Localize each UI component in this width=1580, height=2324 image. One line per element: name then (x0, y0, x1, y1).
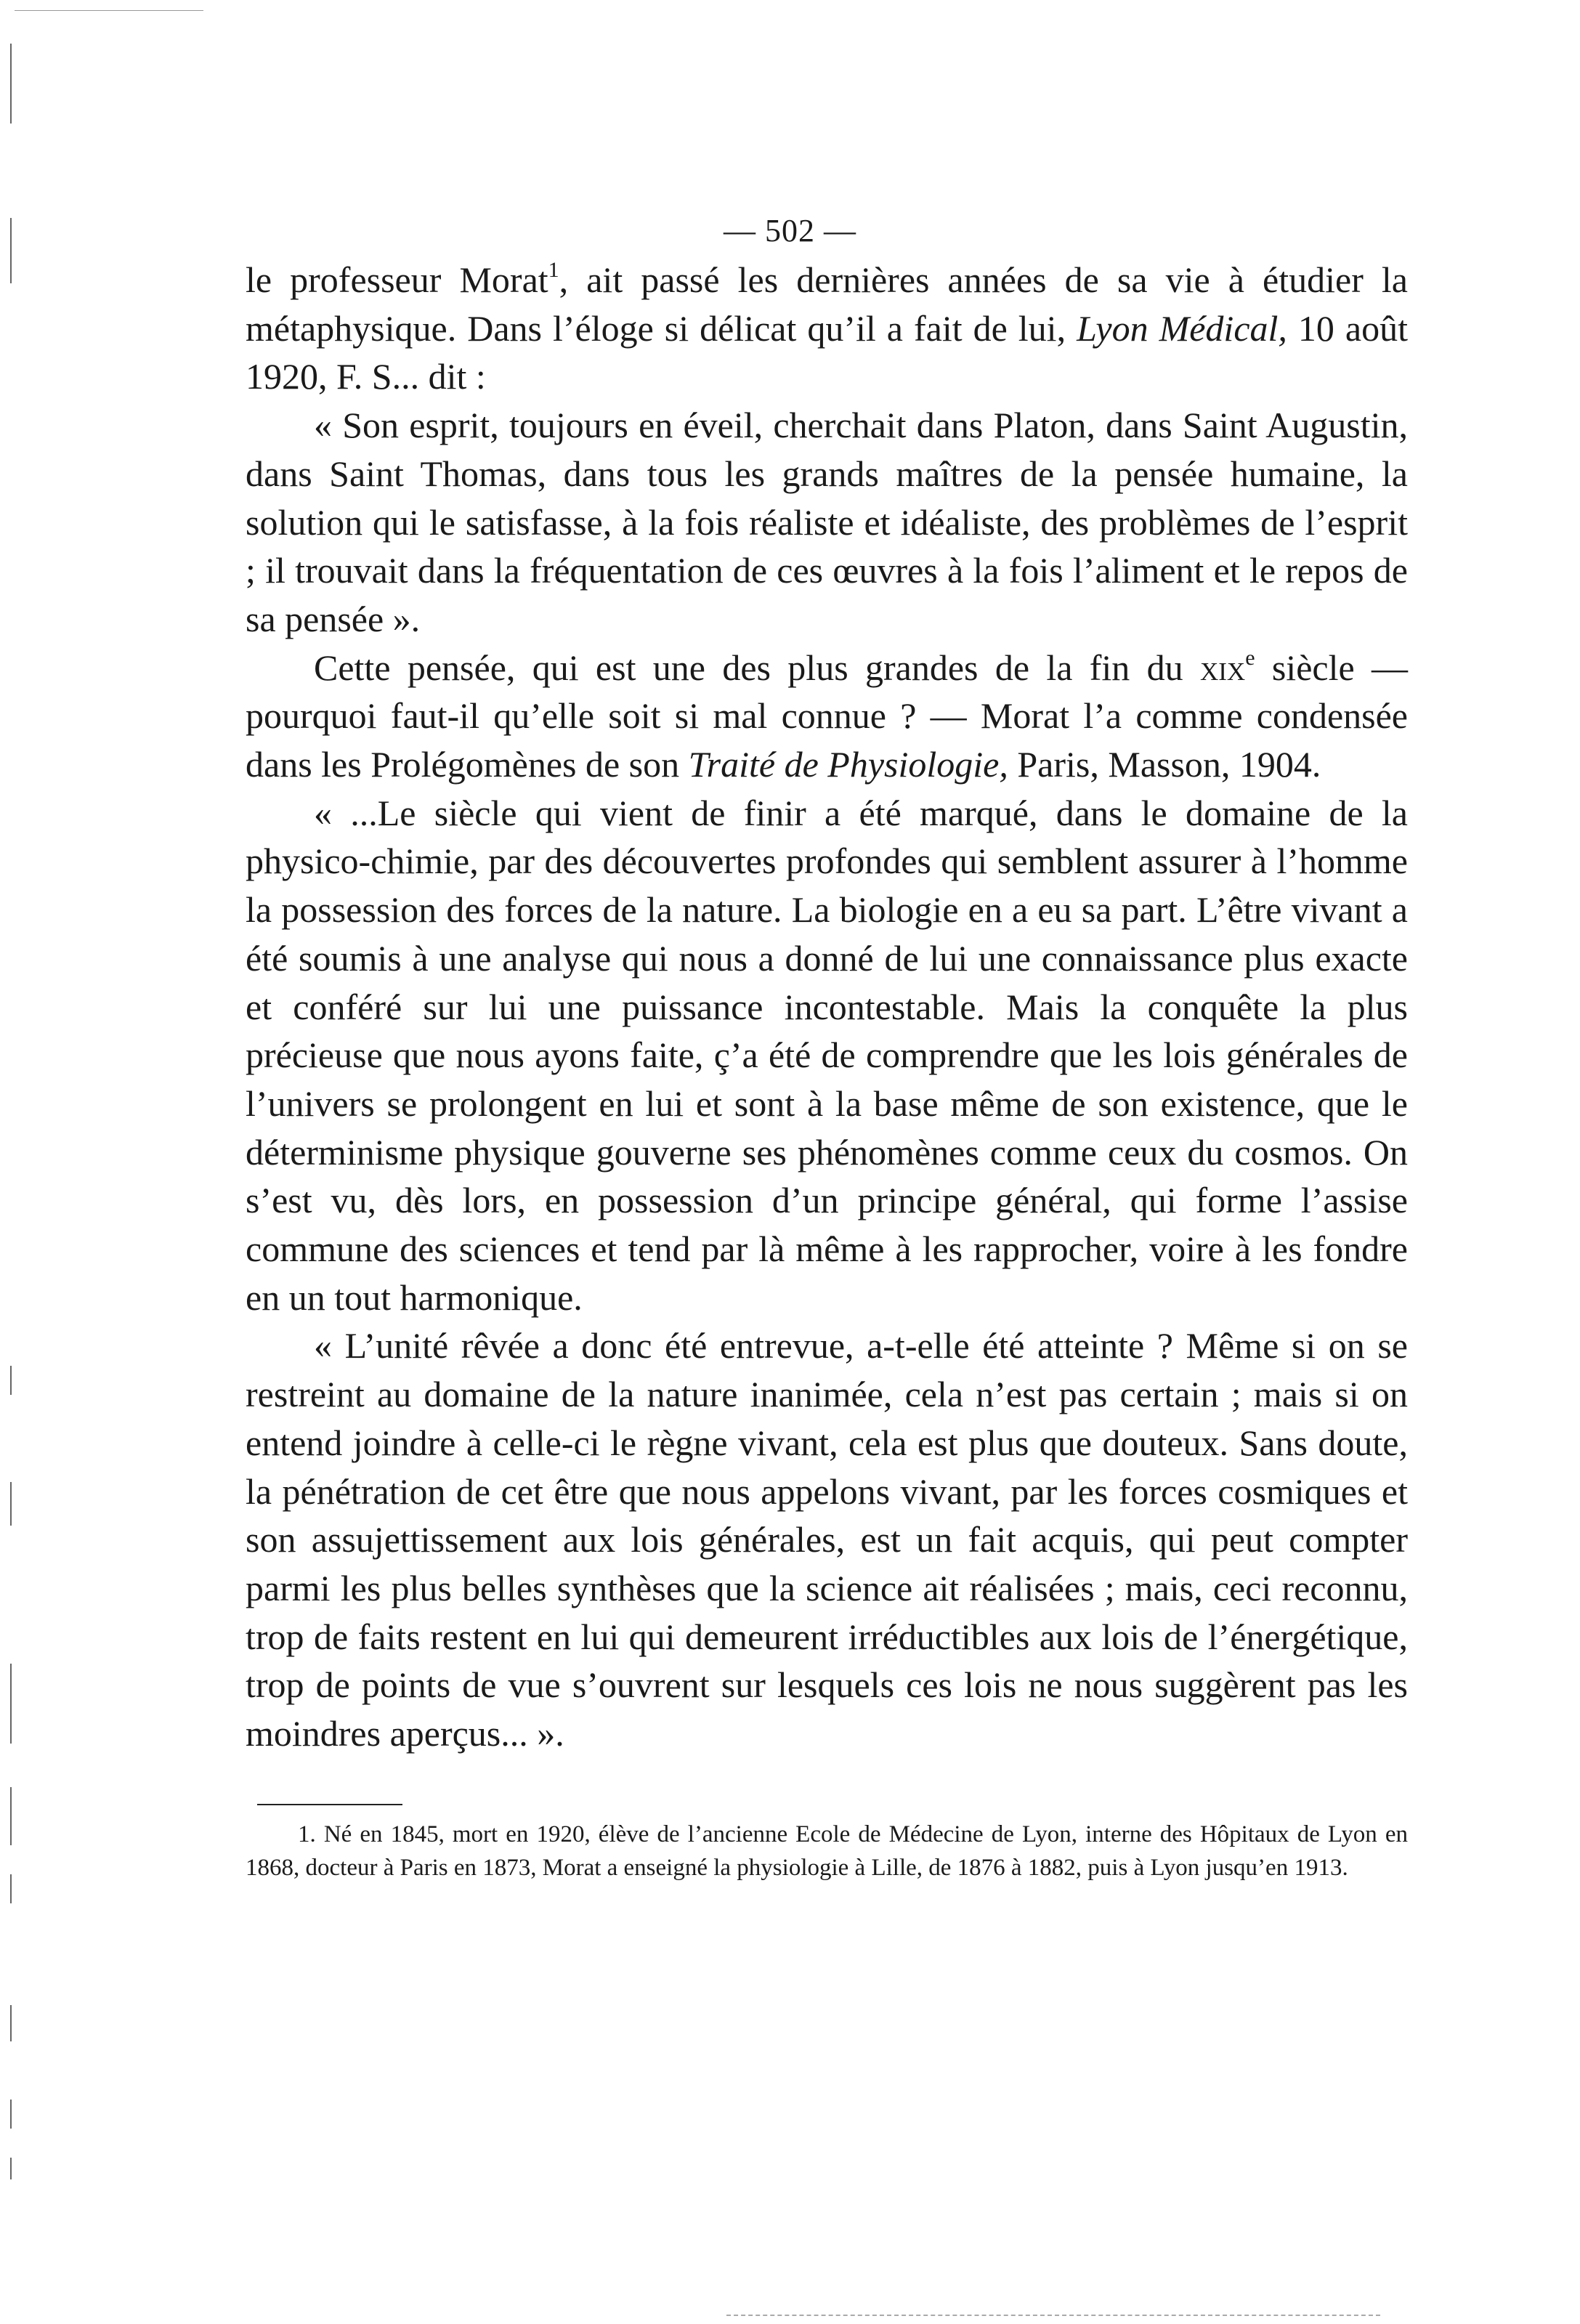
century-numeral: xix (1199, 647, 1246, 688)
scan-left-margin (0, 0, 44, 2324)
paragraph-4: « ...Le siècle qui vient de finir a été marqué, dans le domaine de la physico-chimie, par des découvertes profondes qui semblent assurer à l’homme la possession des forces de la nature. La biologie en a eu sa part. L’être vivant a été soumis à une analyse qui nous a donné de lui une connaissance plus exacte et conféré sur lui une puissance incontestable. Mais la conquête la plus précieuse que nous ayons faite, ç’a été de comprendre que les lois générales de l’univers se prolongent en lui et sont à la base même de son existence, que le déterminisme physique gouverne ses phénomènes comme ceux du cosmos. On s’est vu, dès lors, en possession d’un principe général, qui forme l’assise commune des sciences et tend par là même à les rapprocher, voire à les fondre en un tout harmonique. (246, 792, 1408, 1318)
footnote-separator (257, 1804, 402, 1805)
book-title: Traité de Physiologie, (688, 744, 1008, 785)
paragraph-3-start: Cette pensée, qui est une des plus grandes de la fin du (314, 647, 1200, 688)
paragraph-2: « Son esprit, toujours en éveil, cherchait dans Platon, dans Saint Augustin, dans Saint Thomas, dans tous les grands maîtres de la pensée humaine, la solution qui le satisfasse, à la fois réaliste et idéaliste, des problèmes de l’esprit ; il trouvait dans la fréquentation de ces œuvres à la fois l’aliment et le repos de sa pensée ». (246, 405, 1408, 639)
paragraph-1-end: 10 août 1920, F. S... dit : (246, 307, 1408, 397)
page-number: — 502 — (724, 213, 856, 248)
paragraph-3 (246, 644, 1408, 789)
paragraph-1 (246, 256, 1408, 401)
footnote-1: 1. Né en 1845, mort en 1920, élève de l’ancienne Ecole de Médecine de Lyon, interne des Hôpitaux de Lyon en 1868, docteur à Paris en 1873, Morat a enseigné la physiologie à Lille, de 1876 à 1882, puis à Lyon jusqu’en 1913. (246, 1821, 1408, 1881)
footnote-ref: 1 (548, 258, 559, 282)
journal-title: Lyon Médical, (1077, 307, 1287, 349)
paragraph-3-middle: siècle — pourquoi faut-il qu’elle soit si mal connue ? — Morat l’a comme condensée dans les Prolégomènes de son (246, 647, 1408, 785)
footnotes (246, 1818, 1408, 1884)
paragraph-1-middle: , ait passé les dernières années de sa vie à étudier la métaphysique. Dans l’éloge si délicat qu’il a fait de lui, (246, 259, 1409, 349)
scan-bottom-edge (726, 2315, 1380, 2316)
paragraph-1-start: le professeur Morat (246, 259, 548, 300)
century-suffix: e (1245, 645, 1255, 670)
body-text (246, 256, 1408, 1758)
paragraph-3-end: Paris, Masson, 1904. (1008, 744, 1321, 785)
paragraph-5: « L’unité rêvée a donc été entrevue, a-t-elle été atteinte ? Même si on se restreint au domaine de la nature inanimée, cela n’est pas certain ; mais si on entend joindre à celle-ci le règne vivant, cela est plus que douteux. Sans doute, la pénétration de cet être que nous appelons vivant, par les forces cosmiques et son assujettissement aux lois générales, est un fait acquis, qui peut compter parmi les plus belles synthèses que la science ait réalisées ; mais, ceci reconnu, trop de faits restent en lui qui demeurent irréductibles aux lois de l’énergétique, trop de points de vue s’ouvrent sur lesquels ces lois ne nous suggèrent pas les moindres aperçus... ». (246, 1325, 1408, 1754)
